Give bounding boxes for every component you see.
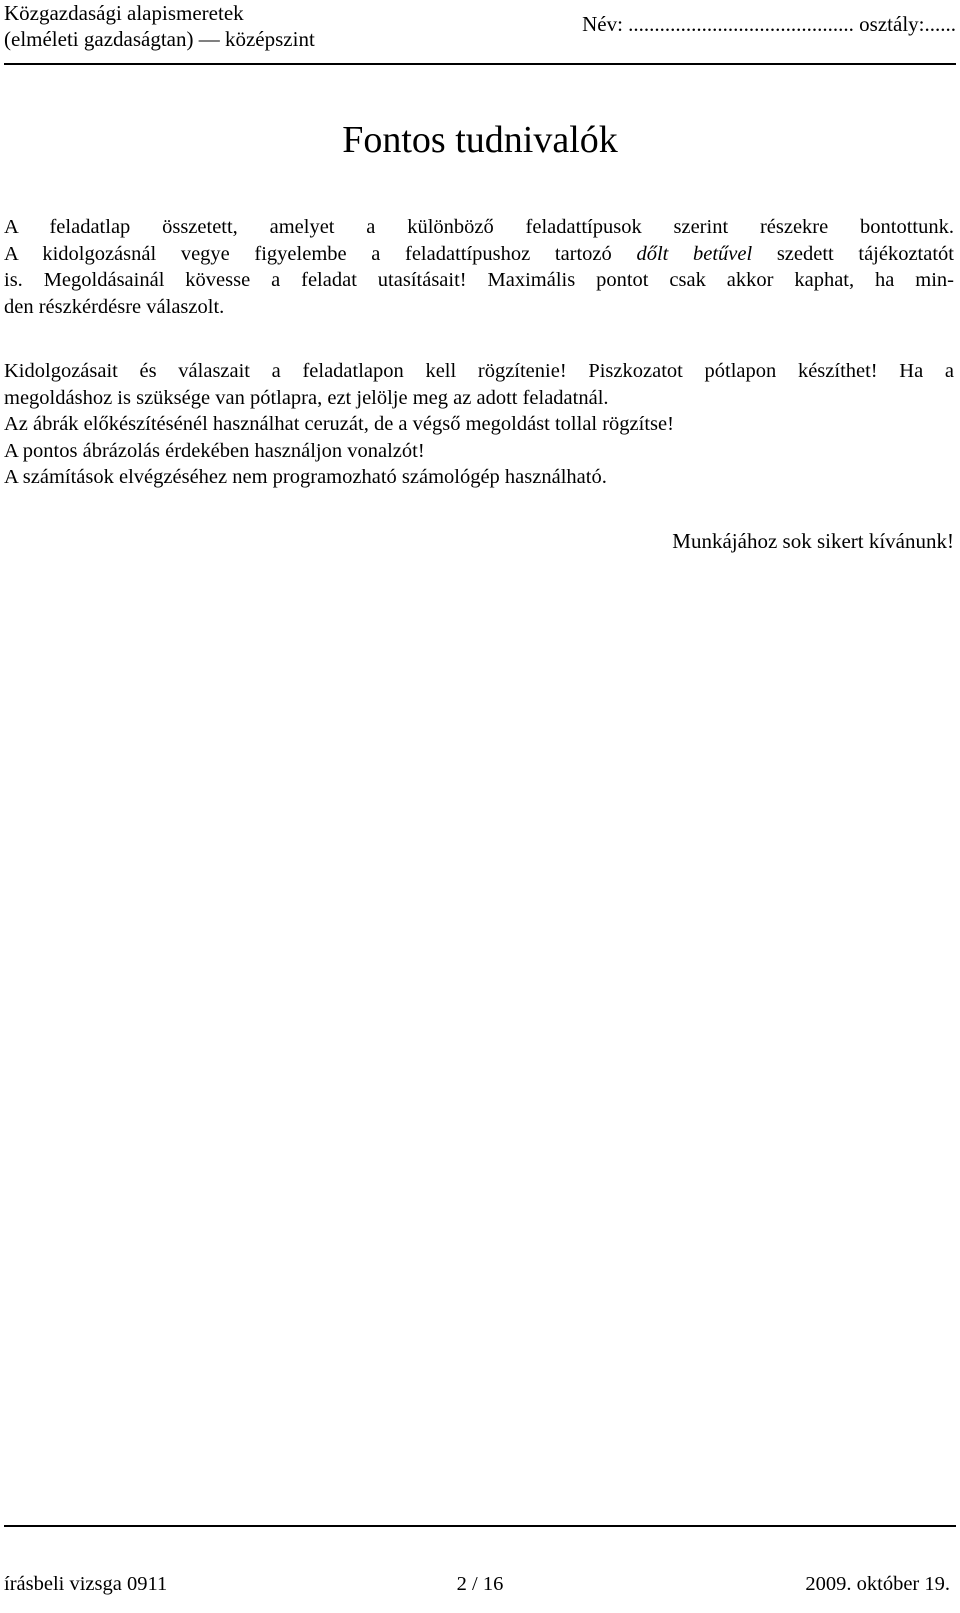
exam-code: írásbeli vizsga 0911 — [4, 1573, 168, 1595]
subject-title — [4, 0, 315, 52]
paragraph-1-line-1: A feladatlap összetett, amelyet a különböző feladattípusok szerint részekre bontottunk. — [4, 216, 954, 238]
italic-emphasis: dőlt betűvel — [636, 242, 753, 265]
paragraph-1-line-2 — [4, 241, 954, 268]
paragraph-2-line-1: Kidolgozásait és válaszait a feladatlapon kell rögzítenie! Piszkozatot pótlapon készíthet! Ha a — [4, 360, 954, 382]
instructions-paragraph-2 — [4, 358, 954, 491]
footer-divider — [4, 1525, 956, 1527]
subject-line-2: (elméleti gazdaságtan) — középszint — [4, 27, 315, 51]
paragraph-2-line-2: megoldáshoz is szüksége van pótlapra, ezt jelölje meg az adott feladatnál. — [4, 386, 609, 409]
exam-date: 2009. október 19. — [805, 1573, 950, 1595]
paragraph-1-line-3: is. Megoldásainál kövesse a feladat utasításait! Maximális pontot csak akkor kaphat, ha min- — [4, 269, 954, 291]
paragraph-1-line-2-end: szedett tájékoztatót — [752, 242, 954, 265]
header-divider — [4, 63, 956, 65]
paragraph-1-line-4: den részkérdésre válaszolt. — [4, 295, 225, 318]
closing-wish: Munkájához sok sikert kívánunk! — [672, 529, 954, 553]
name-class-field: Név: ........................................... osztály:...... — [582, 12, 956, 36]
page-number: 2 / 16 — [456, 1573, 504, 1595]
page-title: Fontos tudnivalók — [342, 119, 618, 161]
instructions-paragraph-1 — [4, 214, 954, 320]
paragraph-2-line-5: A számítások elvégzéséhez nem programozható számológép használható. — [4, 466, 607, 488]
subject-line-1: Közgazdasági alapismeretek — [4, 1, 244, 25]
paragraph-1-line-2-start: A kidolgozásnál vegye figyelembe a feladattípushoz tartozó — [4, 242, 637, 265]
paragraph-2-line-3: Az ábrák előkészítésénél használhat ceruzát, de a végső megoldást tollal rögzítse! — [4, 413, 674, 435]
page-header — [4, 0, 956, 64]
paragraph-2-line-4: A pontos ábrázolás érdekében használjon vonalzót! — [4, 439, 425, 462]
page-footer — [4, 1570, 956, 1598]
